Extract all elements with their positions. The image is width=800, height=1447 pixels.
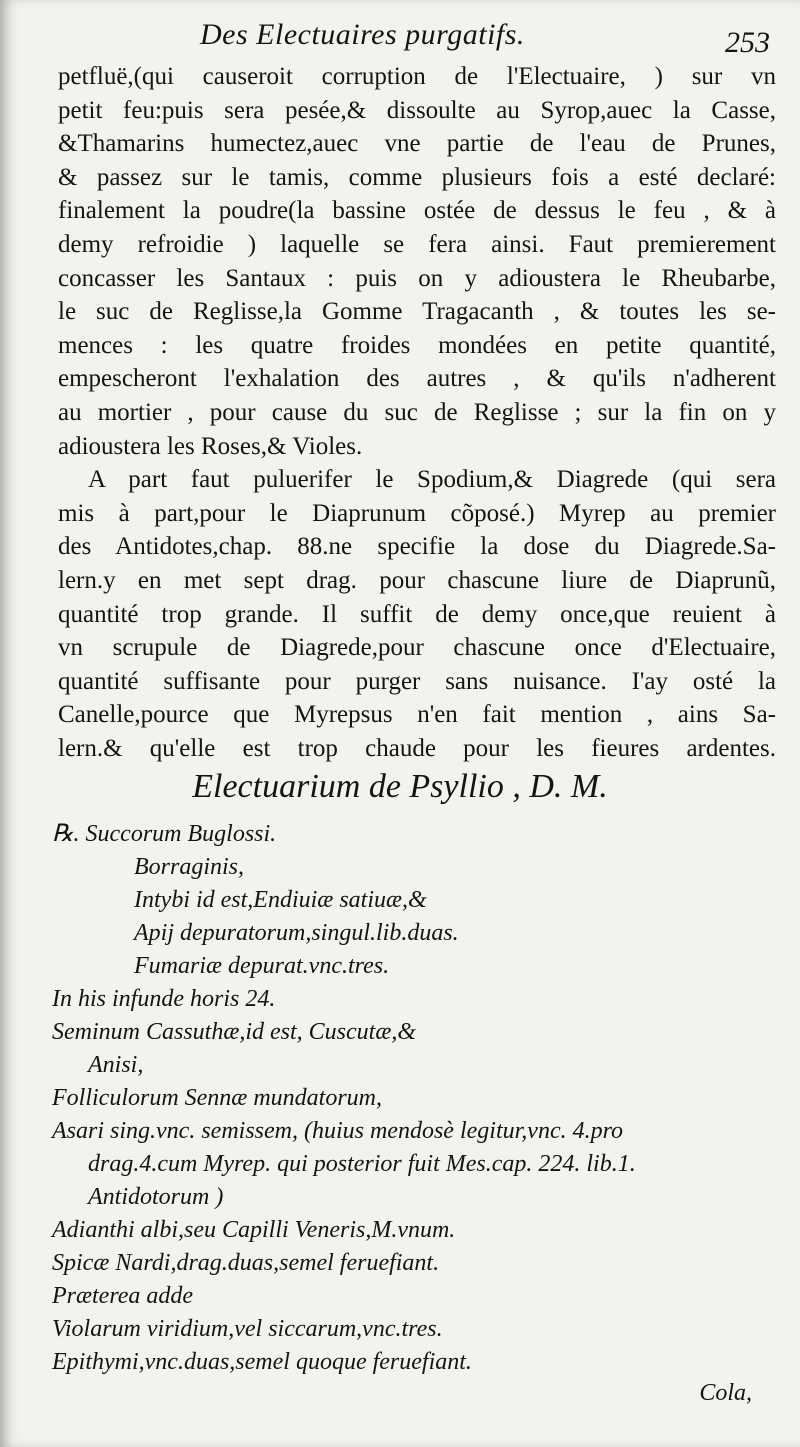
text-line: &Thamarins humectez,auec vne partie de l'eau de Prunes, [58,130,776,158]
text-line: au mortier , pour cause du suc de Reglisse ; sur la fin on y [58,398,776,426]
catchword: Cola, [699,1380,752,1406]
text-line: des Antidotes,chap. 88.ne specifie la dose du Diagrede.Sa- [58,533,776,561]
recipe-line: Fumariæ depurat.vnc.tres. [134,953,390,979]
section-heading: Electuarium de Psyllio , D. M. [192,768,608,805]
recipe-line: Præterea adde [52,1283,194,1309]
text-line: demy refroidie ) laquelle se fera ainsi. Faut premierement [58,230,776,258]
text-line: concasser les Santaux : puis on y adioustera le Rheubarbe, [58,264,776,292]
recipe-line: Antidotorum ) [88,1184,224,1210]
running-title: Des Electuaires purgatifs. [200,18,525,51]
recipe-line: Intybi id est,Endiuiæ satiuæ,& [134,887,427,913]
text-line: & passez sur le tamis, comme plusieurs fois a esté declaré: [58,163,776,191]
text-line: empescheront l'exhalation des autres , & qu'ils n'adherent [58,365,776,393]
text-line: lern.& qu'elle est trop chaude pour les fieures ardentes. [58,734,776,762]
recipe-line: ℞. Succorum Buglossi. [52,821,277,847]
text-line: mences : les quatre froides mondées en petite quantité, [58,331,776,359]
recipe-line: Asari sing.vnc. semissem, (huius mendosè legitur,vnc. 4.pro [52,1118,624,1144]
page-number: 253 [725,26,770,59]
text-line: Canelle,pource que Myrepsus n'en fait mention , ains Sa- [58,701,776,729]
recipe-line: Violarum viridium,vel siccarum,vnc.tres. [52,1316,443,1342]
text-line: quantité trop grande. Il suffit de demy once,que reuient à [58,600,776,628]
text-line: adioustera les Roses,& Violes. [58,432,363,460]
text-line: petit feu:puis sera pesée,& dissoulte au Syrop,auec la Casse, [58,96,776,124]
recipe-line: Folliculorum Sennæ mundatorum, [52,1085,382,1111]
text-line: petfluë,(qui causeroit corruption de l'Electuaire, ) sur vn [58,63,776,90]
body-text [58,60,776,765]
text-line: vn scrupule de Diagrede,pour chascune once d'Electuaire, [58,634,776,662]
text-line: le suc de Reglisse,la Gomme Tragacanth , & toutes les se- [58,298,776,326]
text-line: lern.y en met sept drag. pour chascune liure de Diaprunũ, [58,566,776,594]
recipe-line: In his infunde horis 24. [52,986,276,1012]
recipe-line: Borraginis, [134,854,245,880]
recipe-line: Adianthi albi,seu Capilli Veneris,M.vnum. [52,1217,456,1243]
text-line: A part faut puluerifer le Spodium,& Diagrede (qui sera [88,466,776,494]
recipe-list [52,818,782,1379]
recipe-line: Seminum Cassuthæ,id est, Cuscutæ,& [52,1019,417,1045]
recipe-line: Anisi, [88,1052,144,1078]
recipe-line: drag.4.cum Myrep. qui posterior fuit Mes.cap. 224. lib.1. [88,1151,636,1177]
recipe-line: Apij depuratorum,singul.lib.duas. [134,920,459,946]
recipe-line: Spicæ Nardi,drag.duas,semel feruefiant. [52,1250,440,1276]
recipe-line: Epithymi,vnc.duas,semel quoque feruefiant. [52,1349,472,1375]
text-line: finalement la poudre(la bassine ostée de dessus le feu , & à [58,197,776,225]
text-line: quantité suffisante pour purger sans nuisance. I'ay osté la [58,667,776,695]
text-line: mis à part,pour le Diaprunum cõposé.) Myrep au premier [58,499,776,527]
